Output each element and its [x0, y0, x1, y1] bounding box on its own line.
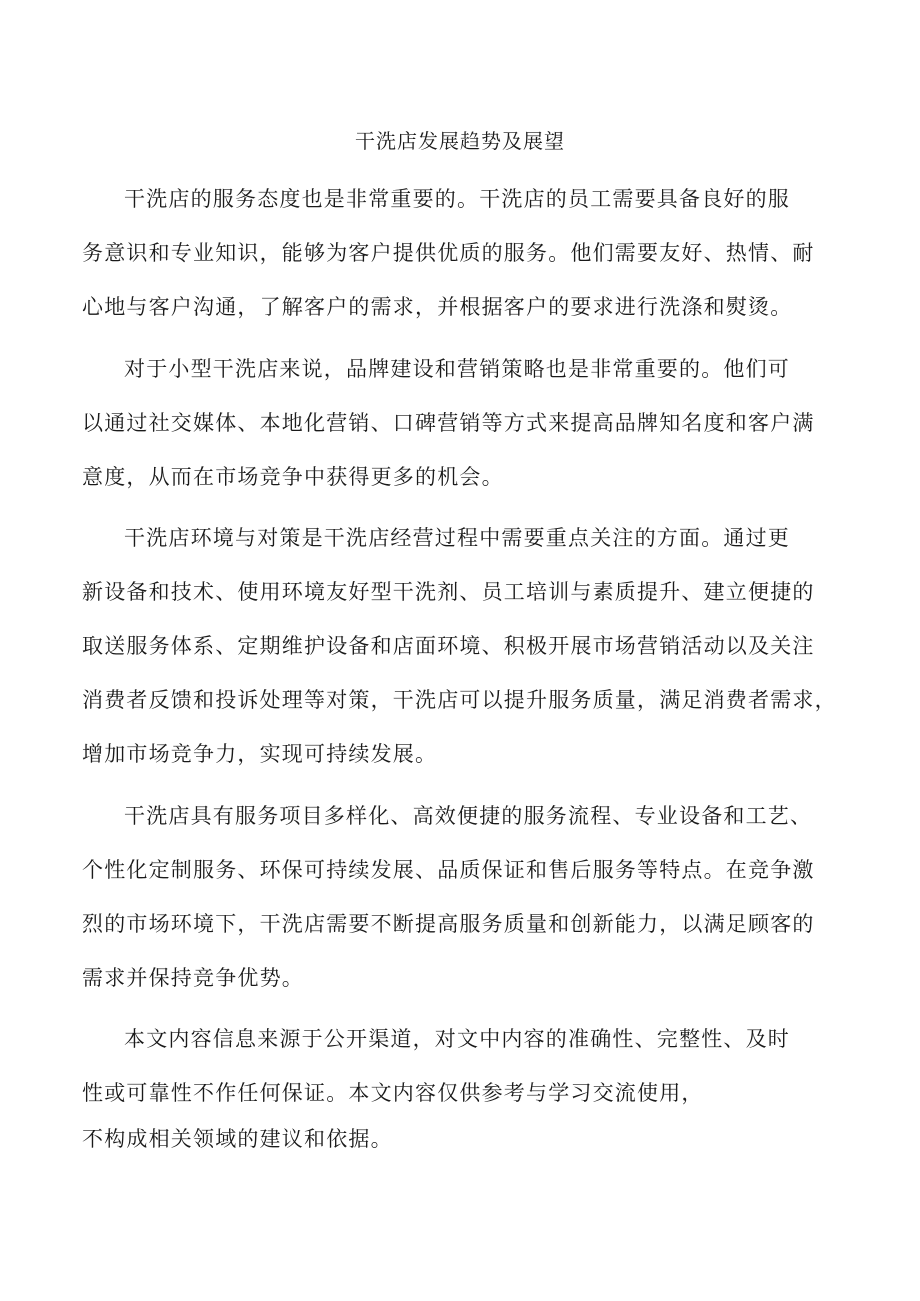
- paragraph-environment-strategy: [82, 511, 838, 781]
- paragraph-line: 新设备和技术、使用环境友好型干洗剂、员工培训与素质提升、建立便捷的: [82, 580, 815, 604]
- paragraph-features: [82, 789, 838, 1005]
- paragraph-line: 性或可靠性不作任何保证。本文内容仅供参考与学习交流使用，: [82, 1081, 704, 1105]
- paragraph-line: 干洗店具有服务项目多样化、高效便捷的服务流程、专业设备和工艺、: [124, 804, 813, 828]
- disclaimer-tail-line: 不构成相关领域的建议和依据。: [82, 1127, 393, 1151]
- document-title: 干洗店发展趋势及展望: [355, 129, 565, 153]
- paragraph-brand-marketing: [82, 342, 838, 504]
- paragraph-line: 本文内容信息来源于公开渠道，对文中内容的准确性、完整性、及时: [124, 1027, 790, 1051]
- paragraph-line: 干洗店环境与对策是干洗店经营过程中需要重点关注的方面。通过更: [124, 526, 790, 550]
- paragraph-service-attitude: [82, 172, 838, 334]
- paragraph-line: 意度，从而在市场竞争中获得更多的机会。: [82, 465, 504, 489]
- paragraph-line: 以通过社交媒体、本地化营销、口碑营销等方式来提高品牌知名度和客户满: [82, 411, 815, 435]
- paragraph-line: 对于小型干洗店来说，品牌建设和营销策略也是非常重要的。他们可: [124, 357, 790, 381]
- paragraph-line: 干洗店的服务态度也是非常重要的。干洗店的员工需要具备良好的服: [124, 187, 790, 211]
- paragraph-line: 需求并保持竞争优势。: [82, 966, 304, 990]
- paragraph-line: 消费者反馈和投诉处理等对策，干洗店可以提升服务质量，满足消费者需求，: [82, 688, 837, 712]
- paragraph-disclaimer: [82, 1012, 838, 1120]
- paragraph-line: 烈的市场环境下，干洗店需要不断提高服务质量和创新能力，以满足顾客的: [82, 912, 815, 936]
- paragraph-line: 个性化定制服务、环保可持续发展、品质保证和售后服务等特点。在竞争激: [82, 858, 815, 882]
- paragraph-line: 心地与客户沟通，了解客户的需求，并根据客户的要求进行洗涤和熨烫。: [82, 295, 793, 319]
- paragraph-line: 增加市场竞争力，实现可持续发展。: [82, 742, 438, 766]
- paragraph-line: 务意识和专业知识，能够为客户提供优质的服务。他们需要友好、热情、耐: [82, 241, 815, 265]
- paragraph-line: 取送服务体系、定期维护设备和店面环境、积极开展市场营销活动以及关注: [82, 634, 815, 658]
